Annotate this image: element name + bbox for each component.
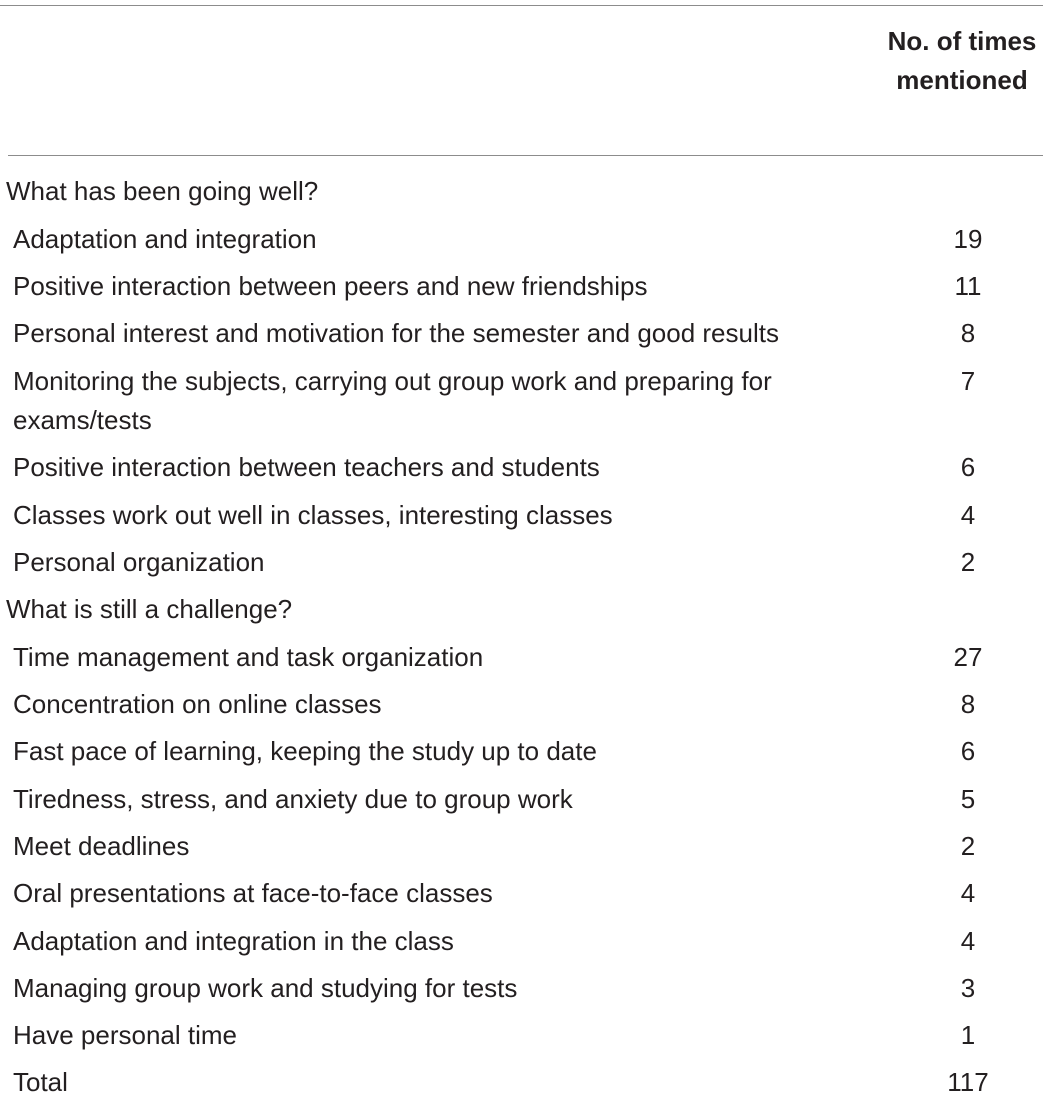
total-count: 117 [947,1067,989,1097]
row-label: Managing group work and studying for tests [13,973,518,1003]
section-label: What has been going well? [6,176,319,206]
row-count: 4 [960,500,976,530]
row-count: 11 [954,271,982,301]
row-label: Tiredness, stress, and anxiety due to group work [13,784,573,814]
row-label: Personal interest and motivation for the semester and good results [13,318,779,348]
row-count: 4 [960,878,976,908]
row-label: Positive interaction between teachers and students [13,452,600,482]
row-label: Time management and task organization [13,642,484,672]
count-column-header: No. of times mentioned [887,26,1037,95]
row-count: 6 [960,736,976,766]
row-count: 19 [953,224,983,254]
row-count: 5 [960,784,976,814]
row-label: Oral presentations at face-to-face classes [13,878,493,908]
row-count: 8 [960,318,976,348]
row-count: 6 [960,452,976,482]
row-label: Classes work out well in classes, interesting classes [13,500,613,530]
row-label: Positive interaction between peers and new friendships [13,271,648,301]
row-label: Personal organization [13,547,265,577]
row-count: 8 [960,689,976,719]
row-count: 2 [960,547,976,577]
row-label: Monitoring the subjects, carrying out group work and preparing for exams/tests [13,366,772,435]
row-label: Adaptation and integration [13,224,317,254]
row-count: 1 [960,1020,976,1050]
row-count: 4 [960,926,976,956]
row-count: 2 [960,831,976,861]
row-count: 27 [953,642,983,672]
row-count: 3 [960,973,976,1003]
table-top-rule [0,5,1043,6]
section-label: What is still a challenge? [6,594,293,624]
total-label: Total [13,1067,68,1097]
row-label: Adaptation and integration in the class [13,926,454,956]
row-label: Meet deadlines [13,831,190,861]
row-label: Have personal time [13,1020,237,1050]
row-count: 7 [960,366,976,396]
row-label: Fast pace of learning, keeping the study up to date [13,736,597,766]
table-header-rule [8,155,1043,156]
row-label: Concentration on online classes [13,689,382,719]
